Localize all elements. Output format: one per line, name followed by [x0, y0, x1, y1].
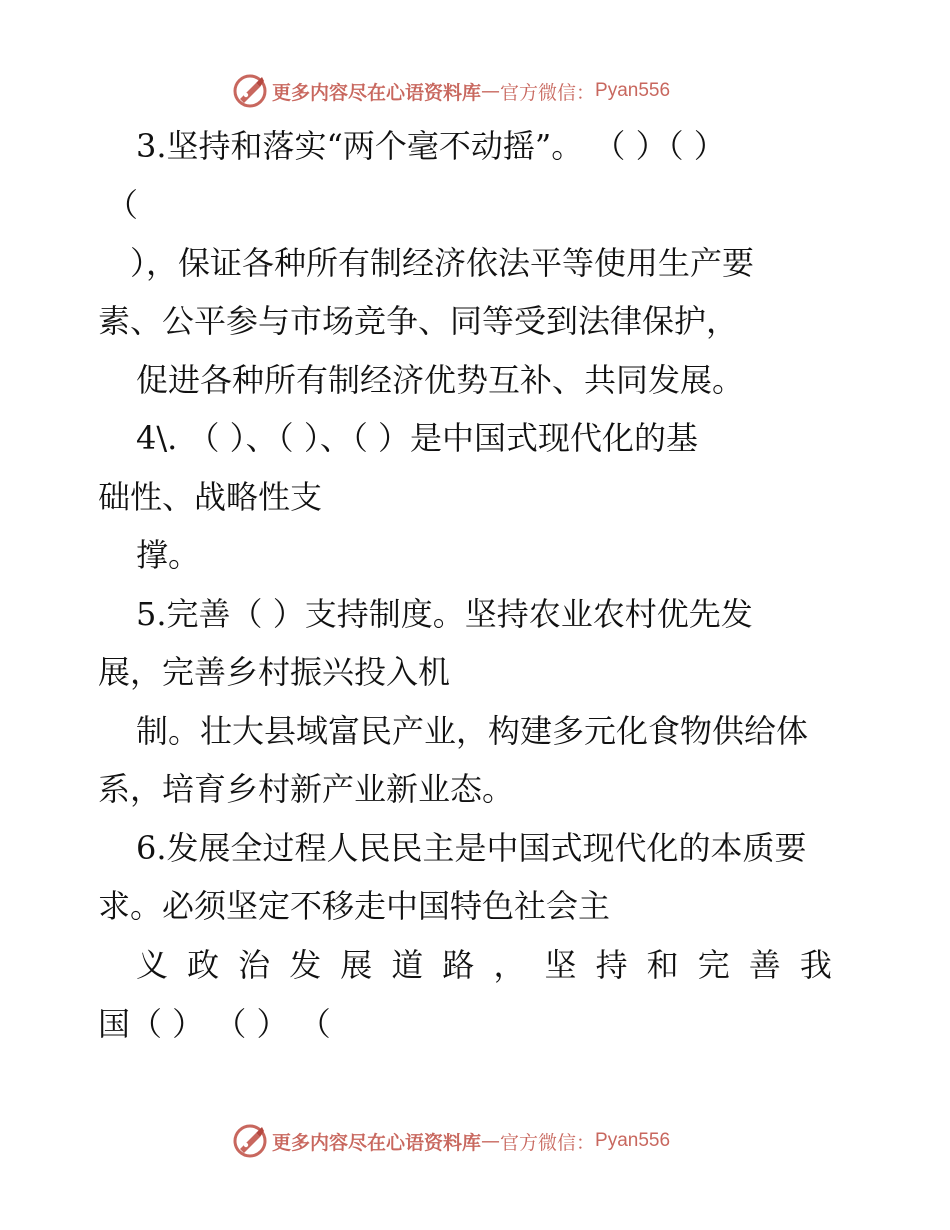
justified-char: 道 — [391, 946, 424, 984]
watermark-wechat-id: Pyan556 — [595, 80, 671, 101]
watermark-wechat-label: 官方微信： — [500, 1131, 596, 1154]
text-line-justified — [136, 945, 832, 985]
quill-seal-icon — [232, 1123, 268, 1159]
watermark-wechat-id: Pyan556 — [595, 1130, 671, 1151]
text-line: 国（ ） （ ） （ — [98, 1005, 331, 1043]
text-line: 制。壮大县域富民产业，构建多元化食物供给体 — [136, 712, 809, 750]
watermark-banner-bottom — [232, 1123, 670, 1159]
justified-char: ， — [493, 946, 526, 984]
justified-char: 善 — [748, 946, 781, 984]
justified-char: 发 — [289, 946, 322, 984]
watermark-site-text: 更多内容尽在心语资料库 — [272, 1131, 482, 1154]
text-line: 促进各种所有制经济优势互补、共同发展。 — [136, 361, 745, 399]
quill-seal-icon — [232, 73, 268, 109]
text-line: 础性、战略性支 — [98, 478, 323, 516]
watermark-banner-top — [232, 73, 670, 109]
justified-char: 治 — [238, 946, 271, 984]
justified-char: 政 — [187, 946, 220, 984]
text-line: 5.完善（ ）支持制度。坚持农业农村优先发 — [136, 595, 753, 633]
text-line: 素、公平参与市场竞争、同等受到法律保护， — [98, 302, 739, 340]
text-line: 4\. （ ）、（ ）、（ ）是中国式现代化的基 — [136, 419, 699, 457]
justified-char: 完 — [697, 946, 730, 984]
justified-char: 我 — [799, 946, 832, 984]
watermark-site-text: 更多内容尽在心语资料库 — [272, 81, 482, 104]
text-line: 6.发展全过程人民民主是中国式现代化的本质要 — [136, 829, 807, 867]
text-line: （ — [106, 186, 139, 224]
text-line: 撑。 — [136, 536, 201, 574]
text-line: 3.坚持和落实“两个毫不动摇”。 （ ）（ ） — [136, 127, 726, 165]
justified-char: 和 — [646, 946, 679, 984]
watermark-dash: — — [481, 1130, 501, 1152]
text-line: 求。必须坚定不移走中国特色社会主 — [98, 887, 611, 925]
watermark-dash: — — [481, 80, 501, 102]
text-line: 系，培育乡村新产业新业态。 — [98, 770, 515, 808]
text-line: ），保证各种所有制经济依法平等使用生产要 — [130, 244, 755, 282]
watermark-wechat-label: 官方微信： — [500, 81, 596, 104]
justified-char: 持 — [595, 946, 628, 984]
justified-char: 义 — [136, 946, 169, 984]
justified-char: 展 — [340, 946, 373, 984]
text-line: 展，完善乡村振兴投入机 — [98, 653, 451, 691]
justified-char: 坚 — [544, 946, 577, 984]
justified-char: 路 — [442, 946, 475, 984]
